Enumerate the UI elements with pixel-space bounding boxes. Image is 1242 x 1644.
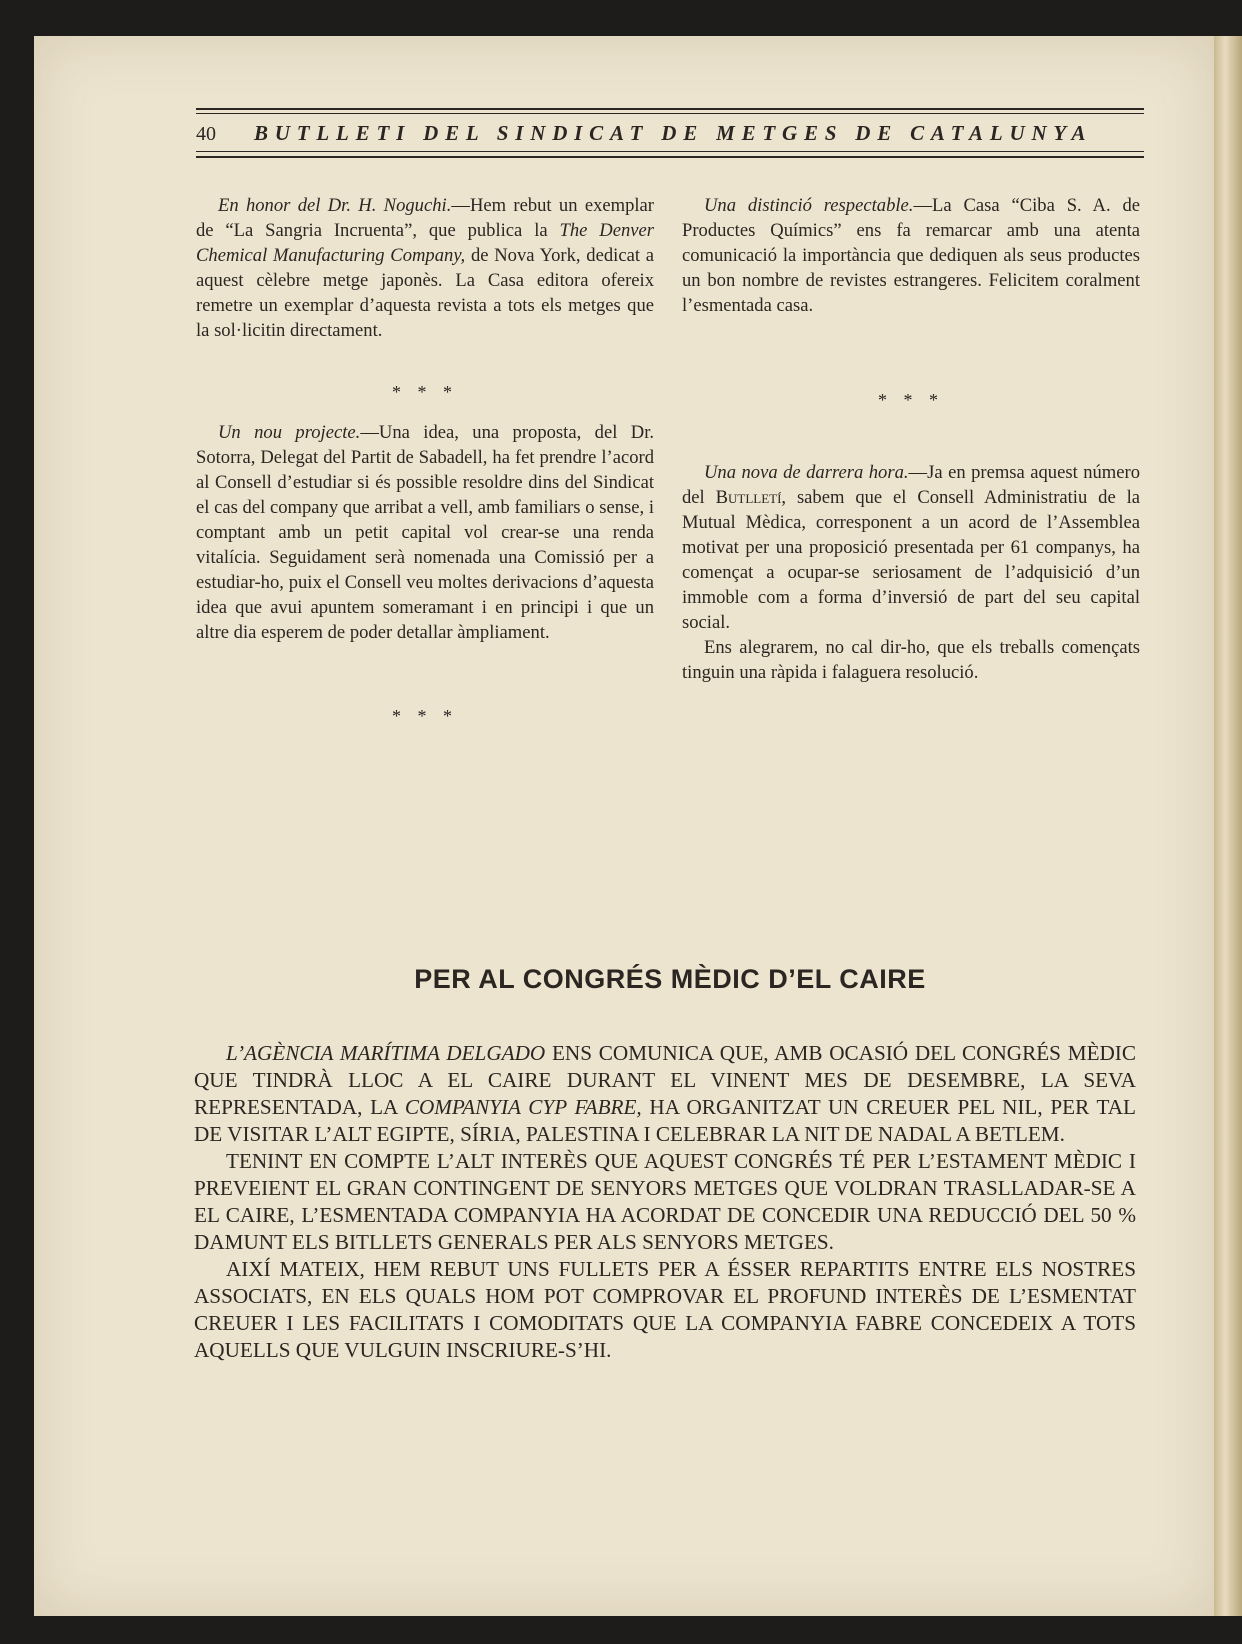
article-text: ENS COMUNICA QUE, AMB OCASIÓ DEL CONGRÉS MÈDIC QUE TINDRÀ LLOC A EL CAIRE DURANT EL VINENT MES DE DESEMBRE, LA SEVA REPRESENTADA, LA <box>194 1041 1136 1119</box>
news-item-lead: En honor del Dr. H. Noguchi. <box>218 195 452 216</box>
agency-name: L’AGÈNCIA MARÍTIMA DELGADO <box>226 1041 546 1065</box>
news-item-text: —Ja en premsa aquest número del <box>682 462 1140 508</box>
article-title: PER AL CONGRÉS MÈDIC D’EL CAIRE <box>414 964 926 994</box>
header-rule <box>196 113 1144 114</box>
running-header <box>196 108 1144 160</box>
running-title: BUTLLETI DEL SINDICAT DE METGES DE CATALUNYA <box>254 121 1093 145</box>
separator-stars: * * * <box>878 390 944 410</box>
news-item-text: —Una idea, una proposta, del Dr. Sotorra, Delegat del Partit de Sabadell, ha fet prendre l’acord al Consell d’estudiar si és possible resoldre dins del Sindicat el cas del company que arribat a vell, amb familiars o sense, i comptant amb un petit capital vol crear-se una renda vitalícia. Seguidament serà nomenada una Comissió per a estudiar-ho, puix el Consell veu moltes derivacions d’aquesta idea que avui apuntem someramant i en principi i que un altre dia esperem de poder detallar àmpliament. <box>196 422 655 643</box>
news-item-projecte <box>196 420 654 645</box>
news-item-lead: Una distinció respectable. <box>704 195 914 216</box>
news-item-noguchi <box>196 193 654 343</box>
news-item-darrera-hora <box>682 460 1140 685</box>
article-paragraph <box>194 1040 1136 1148</box>
header-rule <box>196 151 1144 152</box>
news-item-paragraph: Ens alegrarem, no cal dir-ho, que els treballs començats tinguin una ràpida i falaguera resolució. <box>682 637 1140 683</box>
news-item-lead: Un nou projecte. <box>218 422 361 443</box>
company-name: COMPANYIA CYP FABRE, <box>404 1095 642 1119</box>
news-item-text: de Nova York, dedicat a aquest cèlebre metge japonès. La Casa editora ofereix remetre un exemplar d’aquesta revista a tots els metges que la sol·licitin directament. <box>196 245 654 341</box>
header-rule <box>196 108 1144 110</box>
butlleti-name: Butlletí <box>715 487 782 508</box>
article-body <box>194 1040 1136 1364</box>
separator-stars: * * * <box>392 382 458 402</box>
news-item-lead: Una nova de darrera hora. <box>704 462 909 483</box>
article-paragraph: TENINT EN COMPTE L’ALT INTERÈS QUE AQUEST CONGRÉS TÉ PER L’ESTAMENT MÈDIC I PREVEIENT EL GRAN CONTINGENT DE SENYORS METGES QUE VOLDRAN TRASLLADAR-SE A EL CAIRE, L’ESMENTADA COMPANYIA HA ACORDAT DE CONCEDIR UNA REDUCCIÓ DEL 50 % DAMUNT ELS BITLLETS GENERALS PER ALS SENYORS METGES. <box>194 1149 1136 1254</box>
company-name: The Denver Chemical Manufacturing Company, <box>196 220 654 266</box>
page-edge <box>1214 36 1242 1616</box>
page-number: 40 <box>196 123 216 145</box>
separator-stars: * * * <box>392 706 458 726</box>
article-text: HA ORGANITZAT UN CREUER PEL NIL, PER TAL DE VISITAR L’ALT EGIPTE, SÍRIA, PALESTINA I CELEBRAR LA NIT DE NADAL A BETLEM. <box>194 1095 1136 1146</box>
news-item-text: —Hem rebut un exemplar de “La Sangria Incruenta”, que publica la <box>196 195 654 241</box>
header-rule <box>196 156 1144 158</box>
news-item-text: —La Casa “Ciba S. A. de Productes Químics” ens fa remarcar amb una atenta comunicació la importància que dediquen als seus productes un bon nombre de revistes estrangeres. Felicitem coralment l’esmentada casa. <box>682 195 1140 316</box>
news-item-distincio <box>682 193 1140 318</box>
article-paragraph: AIXÍ MATEIX, HEM REBUT UNS FULLETS PER A ÉSSER REPARTITS ENTRE ELS NOSTRES ASSOCIATS, EN ELS QUALS HOM POT COMPROVAR EL PROFUND INTERÈS DE L’ESMENTAT CREUER I LES FACILITATS I COMODITATS QUE LA COMPANYIA FABRE CONCEDEIX A TOTS AQUELLS QUE VULGUIN INSCRIURE-S’HI. <box>194 1257 1136 1362</box>
news-item-text: , sabem que el Consell Administratiu de la Mutual Mèdica, corresponent a un acord de l’Assemblea motivat per una proposició presentada per 61 companys, ha començat a ocupar-se seriosament de l’adquisició d’un immoble com a forma d’inversió de part del seu capital social. <box>682 487 1140 633</box>
